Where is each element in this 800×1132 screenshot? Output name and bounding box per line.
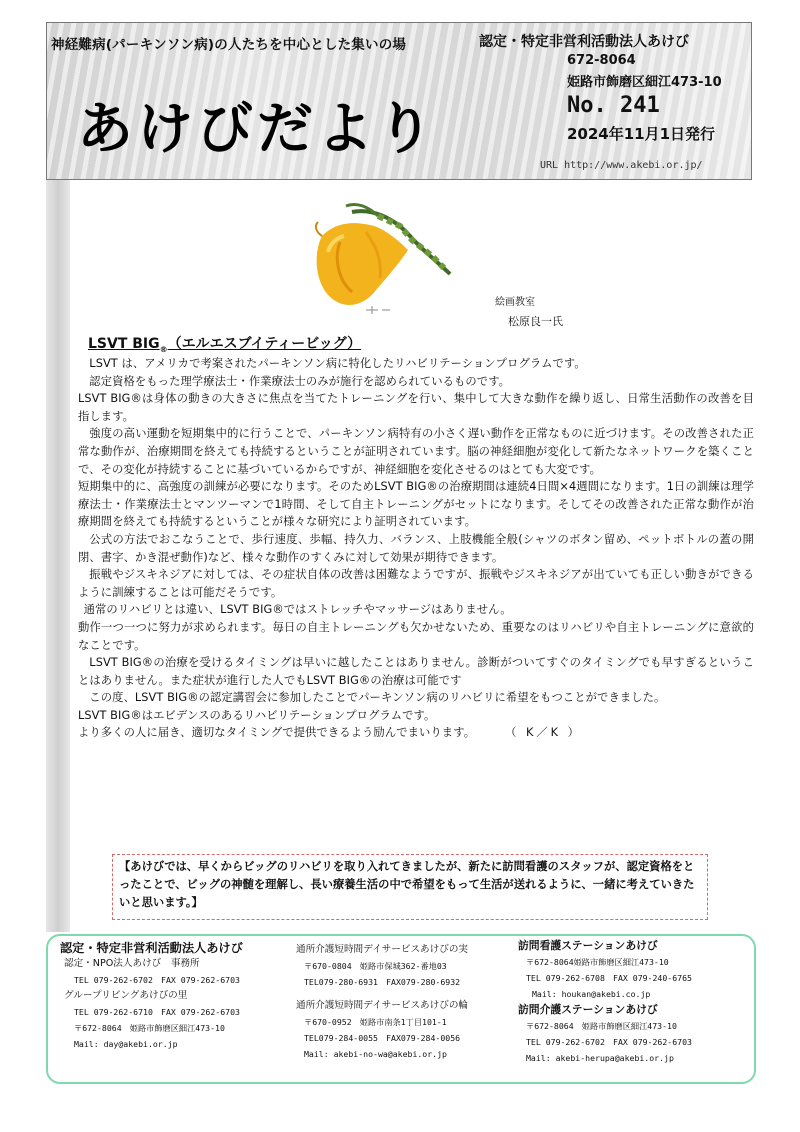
footer-column-org [60,940,243,1052]
header-address: 姫路市飾磨区細江473-10 [567,75,722,90]
group-home-mail[interactable]: Mail: day@akebi.or.jp [74,1039,178,1049]
group-home-address: 〒672-8064 姫路市飾磨区細江473-10 [74,1023,225,1033]
art-caption-class: 絵画教室 [495,297,535,308]
day-service-2-mail[interactable]: Mail: akebi-no-wa@akebi.or.jp [304,1049,447,1059]
nurse-station-tel: TEL 079-262-6708 FAX 079-240-6765 [526,973,692,983]
day-service-2-name: 通所介護短時間デイサービスあけびの輪 [296,1000,469,1011]
article-paragraph: LSVT BIG®はエビデンスのあるリハビリテーションプログラムです。 [78,708,436,722]
office-tel: TEL 079-262-6702 FAX 079-262-6703 [74,975,240,985]
masthead-title: あけびだより [77,97,437,162]
day-service-1-name: 通所介護短時間デイサービスあけびの実 [296,944,469,955]
nurse-station-name: 訪問看護ステーションあけび [518,939,658,952]
article-paragraph: 認定資格をもった理学療法士・作業療法士のみが施行を認められているものです。 [89,374,511,388]
footer-column-home-care [518,938,692,1066]
header-url[interactable]: URL http://www.akebi.or.jp/ [540,160,703,171]
article-paragraph: 短期集中的に、高強度の訓練が必要になります。そのためLSVT BIG®の治療期間は連続4日間×4週間になります。1日の訓練は理学療法士・作業療法士とマンツーマンで1時間、そして自主トレーニングがセットになります。そしてその改善された正常な動作が治療期間を終えても持続するということが様々な研究により証明されています。 [78,480,754,529]
decorative-side-strip [46,180,70,932]
group-home-name: グループリビングあけびの里 [64,990,188,1001]
nurse-station-mail[interactable]: Mail: houkan@akebi.co.jp [532,989,651,999]
article-paragraph: この度、LSVT BIG®の認定講習会に参加したことでパーキンソン病のリハビリに希望をもつことができました。 [89,691,666,705]
article-paragraph: 動作一つ一つに努力が求められます。毎日の自主トレーニングも欠かせないため、重要なのはリハビリや自主トレーニングに意欲的なことです。 [78,620,754,652]
newsletter-header [46,22,752,180]
article-body [78,355,754,742]
article-paragraph [78,724,754,742]
care-station-mail[interactable]: Mail: akebi-herupa@akebi.or.jp [526,1053,674,1063]
article-paragraph: 公式の方法でおこなうことで、歩行速度、歩幅、持久力、バランス、上肢機能全般(シャツのボタン留め、ペットボトルの蓋の開閉、書字、かき混ぜ動作)など、様々な動作のすくみに対して効果が期待できます。 [78,532,754,564]
article-paragraph: LSVT は、アメリカで考案されたパーキンソン病に特化したリハビリテーションプログラムです。 [89,357,586,370]
article-paragraph: 通常のリハビリとは違い、LSVT BIG®ではストレッチやマッサージはありません。 [83,603,512,617]
article-paragraph: 振戦やジスキネジアに対しては、その症状自体の改善は困難なようですが、振戦やジスキネジアが出ていても正しい動きができるように訓練することは可能だそうです。 [78,568,754,599]
issue-number: No. 241 [567,93,660,118]
akebi-fruit-painting-icon [282,196,458,324]
footer-column-day-service [296,942,468,1062]
article-title-reading: （エルエスブイティービッグ） [167,336,362,352]
footer-org-heading: 認定・特定非営利活動法人あけび [60,941,243,955]
article-paragraph-text: より多くの人に届き、適切なタイミングで提供できるよう励んでまいります。 [78,726,476,740]
office-name: 認定・NPO法人あけび 事務所 [64,958,200,969]
art-caption-artist: 松原良一氏 [508,315,563,328]
article-signature: （ K／K ） [505,726,582,740]
notice-box: 【あけびでは、早くからビッグのリハビリを取り入れてきましたが、新たに訪問看護のスタッフが、認定資格をとったことで、ビッグの神髄を理解し、長い療養生活の中で希望をもって生活が送れるように、一緒に考えていきたいと思います。】 [112,854,708,920]
day-service-1-tel: TEL079-280-6931 FAX079-280-6932 [304,977,461,987]
header-organization: 認定・特定非営利活動法人あけび [479,34,689,50]
header-tagline: 神経難病(パーキンソン病)の人たちを中心とした集いの場 [51,37,407,53]
group-home-tel: TEL 079-262-6710 FAX 079-262-6703 [74,1007,240,1017]
day-service-2-tel: TEL079-284-0055 FAX079-284-0056 [304,1033,461,1043]
article-title-main: LSVT BIG [88,336,160,352]
day-service-1-address: 〒670-0804 姫路市保城362-番地03 [304,961,447,971]
article-paragraph: 強度の高い運動を短期集中的に行うことで、パーキンソン病特有の小さく遅い動作を正常なものに近づけます。その改善された正常な動作が、治療期間を終えても持続するということが証明されています。脳の神経細胞が変化して新たなネットワークを築くことで、その変化が持続することに基づいているからですが、神経細胞を変化させるのはとても大変です。 [78,427,754,476]
care-station-tel: TEL 079-262-6702 FAX 079-262-6703 [526,1037,692,1047]
care-station-address: 〒672-8064 姫路市飾磨区細江473-10 [526,1021,677,1031]
article-title [88,333,361,354]
care-station-name: 訪問介護ステーションあけび [518,1003,658,1016]
header-postal-code: 672-8064 [567,53,636,68]
registered-mark: ® [159,344,168,354]
contact-footer [46,934,756,1084]
issue-date: 2024年11月1日発行 [567,125,716,143]
nurse-station-address: 〒672-8064姫路市飾磨区細江473-10 [526,957,669,967]
article-paragraph: LSVT BIG®の治療を受けるタイミングは早いに越したことはありません。診断がついてすぐのタイミングでも早すぎるということはありません。また症状が進行した人でもLSVT BIG®の治療は可能です [78,656,754,687]
day-service-2-address: 〒670-0952 姫路市南条1丁目101-1 [304,1017,447,1027]
article-paragraph: LSVT BIG®は身体の動きの大きさに焦点を当てたトレーニングを行い、集中して大きな動作を繰り返し、日常生活動作の改善を目指します。 [78,392,754,423]
